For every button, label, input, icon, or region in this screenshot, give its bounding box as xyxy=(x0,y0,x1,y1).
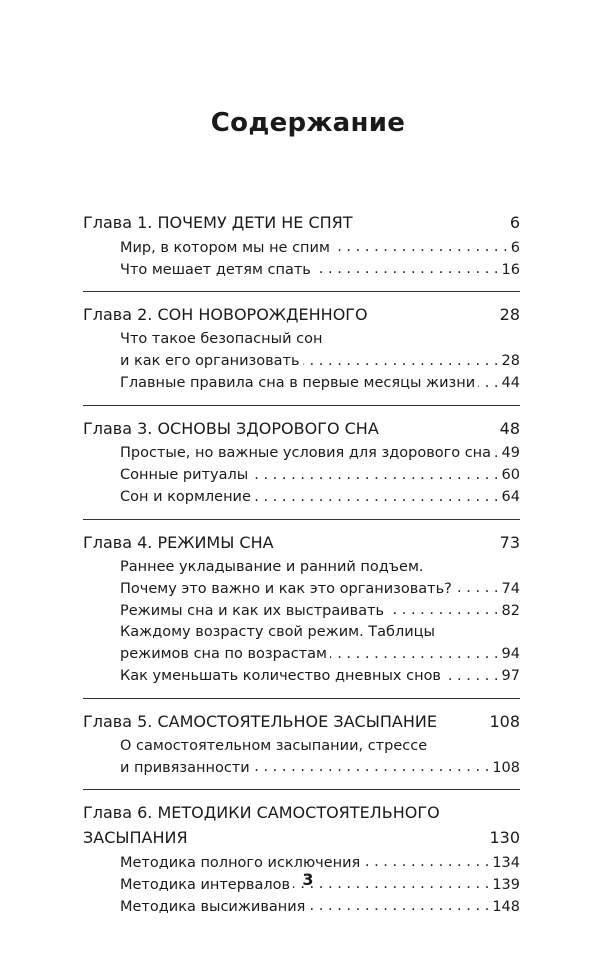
dot-leader xyxy=(277,532,497,548)
table-of-contents xyxy=(83,210,520,928)
section-title: Что мешает детям спать xyxy=(120,261,311,278)
chapter-title: ЗАСЫПАНИЯ xyxy=(83,828,188,847)
section-title: Сон и кормление xyxy=(120,489,251,505)
chapter-title: Глава 4. РЕЖИМЫ СНА xyxy=(83,532,274,552)
dot-leader xyxy=(371,304,497,320)
chapter-page-number: 108 xyxy=(489,711,520,731)
section-page-number: 148 xyxy=(492,898,520,915)
chapter-entry xyxy=(83,416,520,441)
chapter-entry xyxy=(83,302,520,327)
section-title: Сонные ритуалы xyxy=(120,467,249,483)
section-page-number: 64 xyxy=(501,489,520,505)
section-title-line: О самостоятельном засыпании, стрессе xyxy=(120,737,428,754)
section-title: Как уменьшать количество дневных снов xyxy=(120,668,441,684)
section-page-number: 134 xyxy=(492,854,520,871)
chapter-title-line: Глава 6. МЕТОДИКИ САМОСТОЯТЕЛЬНОГО xyxy=(83,803,440,822)
toc-chapter xyxy=(83,789,520,918)
toc-chapter xyxy=(83,698,520,780)
dot-leader xyxy=(333,237,508,252)
section-title-line: Раннее укладывание и ранний подъем. xyxy=(120,558,424,575)
section-title: Методика полного исключения xyxy=(120,854,361,871)
toc-chapter xyxy=(83,405,520,509)
dot-leader xyxy=(251,465,498,480)
dot-leader xyxy=(363,852,489,867)
section-page-number: 28 xyxy=(501,353,520,369)
section-title-line: Что такое безопасный сон xyxy=(120,331,323,347)
chapter-title: Глава 1. ПОЧЕМУ ДЕТИ НЕ СПЯТ xyxy=(83,213,353,232)
section-title: Почему это важно и как это организовать? xyxy=(120,580,452,597)
section-page-number: 108 xyxy=(492,759,520,776)
dot-leader xyxy=(253,757,490,772)
page-number: 3 xyxy=(302,870,314,889)
chapter-entry xyxy=(83,825,520,850)
section-entry xyxy=(120,600,520,622)
section-title: Простые, но важные условия для здорового сна xyxy=(120,445,492,461)
page-title: Содержание xyxy=(210,108,406,138)
toc-chapter xyxy=(83,519,520,688)
section-title: Главные правила сна в первые месяцы жизни xyxy=(120,375,476,391)
section-page-number: 97 xyxy=(501,668,520,684)
chapter-page-number: 6 xyxy=(509,213,520,232)
section-title-line: Каждому возрасту свой режим. Таблицы xyxy=(120,624,435,640)
section-list xyxy=(83,443,520,509)
section-entry xyxy=(120,465,520,487)
section-entry xyxy=(120,351,520,373)
section-title: Мир, в котором мы не спим xyxy=(120,239,330,256)
section-title: Методика интервалов xyxy=(120,876,291,893)
section-title: режимов сна по возрастам xyxy=(120,646,327,662)
chapter-page-number: 130 xyxy=(489,828,520,847)
dot-leader xyxy=(330,644,499,659)
toc-chapter xyxy=(83,210,520,281)
section-page-number: 16 xyxy=(501,261,520,278)
chapter-page-number: 48 xyxy=(499,418,520,438)
section-title: и привязанности xyxy=(120,759,250,776)
dot-leader xyxy=(382,418,497,434)
section-list xyxy=(83,237,520,281)
section-entry xyxy=(120,666,520,688)
section-list xyxy=(83,736,520,780)
section-entry xyxy=(120,578,520,600)
section-page-number: 82 xyxy=(501,602,520,619)
section-title: Методика высиживания xyxy=(120,898,306,915)
dot-leader xyxy=(303,351,499,366)
section-entry xyxy=(120,644,520,666)
section-page-number: 94 xyxy=(501,646,520,662)
section-page-number: 60 xyxy=(501,467,520,483)
dot-leader xyxy=(191,827,487,843)
section-entry xyxy=(120,443,520,465)
section-entry xyxy=(120,259,520,281)
section-page-number: 74 xyxy=(501,580,520,597)
dot-leader xyxy=(455,578,499,593)
dot-leader xyxy=(478,373,498,388)
chapter-title: Глава 5. САМОСТОЯТЕЛЬНОЕ ЗАСЫПАНИЕ xyxy=(83,711,437,731)
dot-leader xyxy=(308,896,489,911)
section-page-number: 49 xyxy=(501,445,520,461)
section-title: Режимы сна и как их выстраивать xyxy=(120,602,385,619)
section-entry xyxy=(120,896,520,918)
section-page-number: 44 xyxy=(501,375,520,391)
section-list xyxy=(83,329,520,395)
section-entry xyxy=(120,237,520,259)
chapter-entry xyxy=(83,210,520,235)
chapter-entry xyxy=(83,530,520,555)
dot-leader xyxy=(356,212,507,228)
chapter-title: Глава 3. ОСНОВЫ ЗДОРОВОГО СНА xyxy=(83,418,379,438)
chapter-page-number: 73 xyxy=(499,532,520,552)
section-entry xyxy=(120,757,520,779)
section-page-number: 6 xyxy=(510,239,520,256)
dot-leader xyxy=(314,259,499,274)
section-entry xyxy=(120,373,520,395)
dot-leader xyxy=(494,443,498,458)
section-page-number: 139 xyxy=(492,876,520,893)
dot-leader xyxy=(440,711,487,727)
toc-chapter xyxy=(83,291,520,395)
dot-leader xyxy=(254,487,499,502)
section-title: и как его организовать xyxy=(120,353,300,369)
section-entry xyxy=(120,487,520,509)
chapter-title: Глава 2. СОН НОВОРОЖДЕННОГО xyxy=(83,305,368,324)
dot-leader xyxy=(387,600,498,615)
chapter-entry xyxy=(83,709,520,734)
section-list xyxy=(83,557,520,688)
chapter-page-number: 28 xyxy=(499,305,520,324)
dot-leader xyxy=(444,666,499,681)
